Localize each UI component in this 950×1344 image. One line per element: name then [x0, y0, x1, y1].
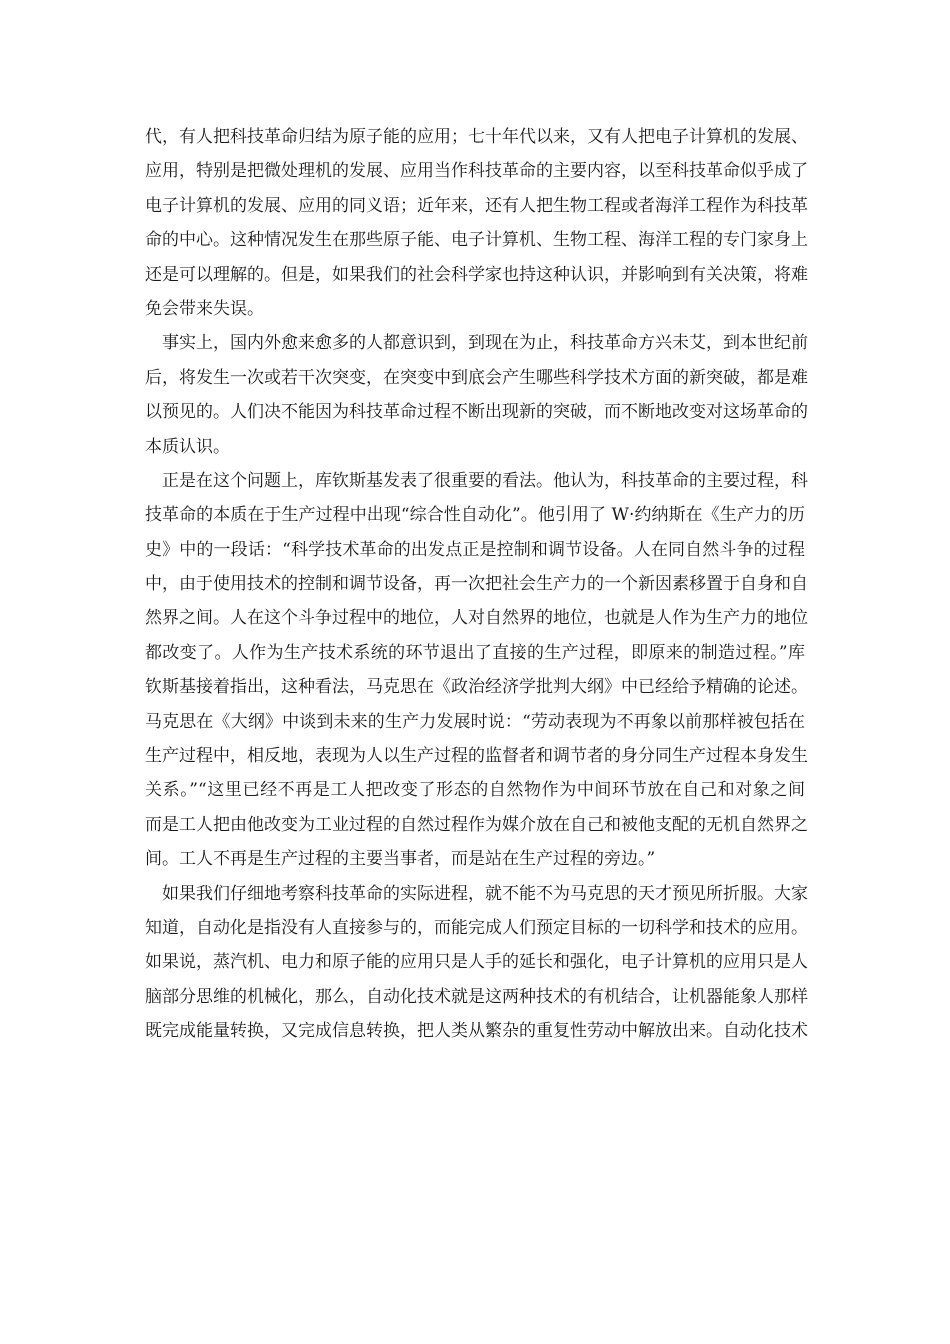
text-line: 然界之间。人在这个斗争过程中的地位，人对自然界的地位，也就是人作为生产力的地位 — [145, 608, 808, 629]
paragraph-3 — [145, 464, 808, 877]
text-line: 都改变了。人作为生产技术系统的环节退出了直接的生产过程，即原来的制造过程。”库 — [145, 642, 805, 663]
paragraph-1 — [145, 120, 808, 326]
text-line: 命的中心。这种情况发生在那些原子能、电子计算机、生物工程、海洋工程的专门家身上 — [145, 230, 808, 251]
text-line: 知道，自动化是指没有人直接参与的，而能完成人们预定目标的一切科学和技术的应用。 — [145, 917, 808, 938]
text-line: 如果我们仔细地考察科技革命的实际进程，就不能不为马克思的天才预见所折服。大家 — [162, 883, 808, 904]
text-line: 关系。”“这里已经不再是工人把改变了形态的自然物作为中间环节放在自己和对象之间 — [145, 780, 805, 801]
body-text — [145, 120, 808, 1049]
paragraph-4 — [145, 877, 808, 1049]
paragraph-2 — [145, 326, 808, 464]
text-line: 后，将发生一次或若干次突变，在突变中到底会产生哪些科学技术方面的新突破，都是难 — [145, 367, 808, 388]
text-line: 本质认识。 — [145, 436, 230, 457]
text-line: 代，有人把科技革命归结为原子能的应用；七十年代以来，又有人把电子计算机的发展、 — [145, 127, 808, 147]
text-line: 事实上，国内外愈来愈多的人都意识到，到现在为止，科技革命方兴未艾，到本世纪前 — [162, 333, 808, 354]
text-line: 马克思在《大纲》中谈到未来的生产力发展时说：“劳动表现为不再象以前那样被包括在 — [145, 711, 805, 732]
text-line: 以预见的。人们决不能因为科技革命过程不断出现新的突破，而不断地改变对这场革命的 — [145, 402, 808, 423]
text-line: 如果说，蒸汽机、电力和原子能的应用只是人手的延长和强化，电子计算机的应用只是人 — [145, 952, 808, 973]
text-line: 既完成能量转换，又完成信息转换，把人类从繁杂的重复性劳动中解放出来。自动化技术 — [145, 1021, 808, 1042]
text-line: 电子计算机的发展、应用的同义语；近年来，还有人把生物工程或者海洋工程作为科技革 — [145, 195, 808, 216]
text-line: 免会带来失误。 — [145, 298, 264, 319]
text-line: 钦斯基接着指出，这种看法，马克思在《政治经济学批判大纲》中已经给予精确的论述。 — [145, 677, 808, 698]
text-line: 而是工人把由他改变为工业过程的自然过程作为媒介放在自己和被他支配的无机自然界之 — [145, 814, 808, 835]
text-line: 技革命的本质在于生产过程中出现“综合性自动化”。他引用了 W·约纳斯在《生产力的历 — [145, 505, 805, 526]
text-line: 生产过程中，相反地，表现为人以生产过程的监督者和调节者的身分同生产过程本身发生 — [145, 746, 808, 767]
text-line: 脑部分思维的机械化，那么，自动化技术就是这两种技术的有机结合，让机器能象人那样 — [145, 986, 808, 1007]
text-line: 应用，特别是把微处理机的发展、应用当作科技革命的主要内容，以至科技革命似乎成了 — [145, 161, 808, 182]
text-line: 间。工人不再是生产过程的主要当事者，而是站在生产过程的旁边。” — [145, 849, 656, 870]
text-line: 还是可以理解的。但是，如果我们的社会科学家也持这种认识，并影响到有关决策，将难 — [145, 264, 808, 285]
text-line: 史》中的一段话：“科学技术革命的出发点正是控制和调节设备。人在同自然斗争的过程 — [145, 539, 805, 560]
text-line: 正是在这个问题上，库钦斯基发表了很重要的看法。他认为，科技革命的主要过程，科 — [162, 470, 808, 491]
text-line: 中，由于使用技术的控制和调节设备，再一次把社会生产力的一个新因素移置于自身和自 — [145, 574, 808, 595]
